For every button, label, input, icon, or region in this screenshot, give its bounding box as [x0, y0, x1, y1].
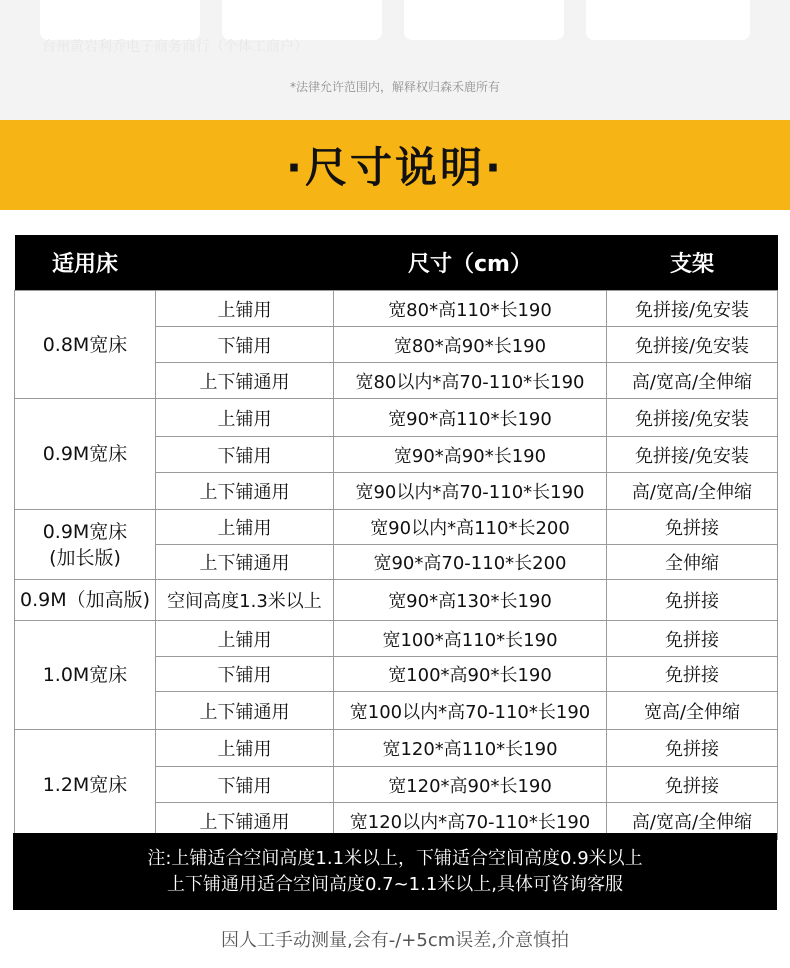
bed-group-label-text: 0.9M宽床 [42, 520, 128, 543]
table-header-row [15, 235, 778, 291]
table-row [15, 510, 778, 545]
title-banner [0, 120, 790, 210]
company-name: 台州黄岩利乔电子商务商行（个体工商户） [42, 39, 308, 55]
size-cell: 宽90以内*高70-110*长190 [334, 473, 607, 510]
support-cell: 免拼接 [607, 580, 778, 621]
size-cell: 宽90*高90*长190 [334, 437, 607, 473]
header-support: 支架 [607, 235, 778, 291]
support-cell: 免拼接 [607, 510, 778, 545]
bed-group-label [15, 399, 156, 510]
bunk-type-cell: 下铺用 [156, 657, 334, 692]
table-row [15, 291, 778, 327]
size-cell: 宽80以内*高70-110*长190 [334, 363, 607, 399]
top-card [40, 0, 200, 40]
size-cell: 宽120*高110*长190 [334, 730, 607, 767]
top-card [222, 0, 382, 40]
legal-note: *法律允许范围内，解释权归森禾鹿所有 [289, 80, 500, 94]
bunk-type-cell: 上铺用 [156, 730, 334, 767]
size-cell: 宽120*高90*长190 [334, 767, 607, 803]
banner-title: ·尺寸说明· [286, 143, 504, 192]
size-cell: 宽90以内*高110*长200 [334, 510, 607, 545]
support-cell: 免拼接 [607, 621, 778, 657]
header-type [156, 235, 334, 291]
header-bed: 适用床 [15, 235, 156, 291]
support-cell: 免拼接/免安装 [607, 437, 778, 473]
bunk-type-cell: 上铺用 [156, 621, 334, 657]
size-cell: 宽90*高110*长190 [334, 399, 607, 437]
size-table [14, 235, 778, 840]
size-cell: 宽90*高70-110*长200 [334, 545, 607, 580]
support-cell: 免拼接 [607, 767, 778, 803]
top-card [586, 0, 750, 40]
bed-group-label-text: 0.8M宽床 [42, 333, 128, 356]
support-cell: 免拼接 [607, 657, 778, 692]
bed-group-label [15, 291, 156, 399]
bunk-type-cell: 上下铺通用 [156, 473, 334, 510]
size-cell: 宽100*高90*长190 [334, 657, 607, 692]
table-row [15, 621, 778, 657]
support-cell: 免拼接 [607, 730, 778, 767]
bed-group-label-sub: (加长版) [49, 546, 121, 569]
bed-group-label-text: 1.0M宽床 [42, 664, 128, 686]
top-card [404, 0, 564, 40]
support-cell: 免拼接/免安装 [607, 399, 778, 437]
bunk-type-cell: 上下铺通用 [156, 803, 334, 840]
top-section [0, 0, 790, 120]
bunk-type-cell: 下铺用 [156, 437, 334, 473]
bed-group-label [15, 621, 156, 730]
support-cell: 高/宽高/全伸缩 [607, 363, 778, 399]
footer-disclaimer: 因人工手动测量,会有-/+5cm误差,介意慎拍 [221, 930, 569, 951]
bed-group-label [15, 580, 156, 621]
support-cell: 免拼接/免安装 [607, 327, 778, 363]
note-box [13, 833, 777, 910]
size-table-wrapper [14, 235, 777, 840]
bed-group-label-text: 0.9M（加高版) [19, 589, 151, 611]
size-cell: 宽80*高110*长190 [334, 291, 607, 327]
note-line-1: 注:上铺适合空间高度1.1米以上，下铺适合空间高度0.9米以上 [147, 847, 643, 869]
support-cell: 全伸缩 [607, 545, 778, 580]
support-cell: 宽高/全伸缩 [607, 692, 778, 730]
size-cell: 宽100*高110*长190 [334, 621, 607, 657]
bed-group-label [15, 730, 156, 840]
bunk-type-cell: 上下铺通用 [156, 545, 334, 580]
table-row [15, 399, 778, 437]
size-cell: 宽120以内*高70-110*长190 [334, 803, 607, 840]
table-row [15, 730, 778, 767]
bunk-type-cell: 上下铺通用 [156, 692, 334, 730]
note-line-2: 上下铺通用适合空间高度0.7~1.1米以上,具体可咨询客服 [166, 873, 624, 895]
bunk-type-cell: 下铺用 [156, 767, 334, 803]
support-cell: 免拼接/免安装 [607, 291, 778, 327]
bunk-type-cell: 上铺用 [156, 399, 334, 437]
support-cell: 高/宽高/全伸缩 [607, 473, 778, 510]
bunk-type-cell: 空间高度1.3米以上 [156, 580, 334, 621]
bunk-type-cell: 下铺用 [156, 327, 334, 363]
support-cell: 高/宽高/全伸缩 [607, 803, 778, 840]
bed-group-label-text: 0.9M宽床 [42, 443, 128, 465]
bunk-type-cell: 上铺用 [156, 510, 334, 545]
table-row [15, 580, 778, 621]
size-cell: 宽90*高130*长190 [334, 580, 607, 621]
bunk-type-cell: 上下铺通用 [156, 363, 334, 399]
table-body [15, 291, 778, 840]
bed-group-label-text: 1.2M宽床 [42, 773, 128, 796]
size-cell: 宽100以内*高70-110*长190 [334, 692, 607, 730]
bunk-type-cell: 上铺用 [156, 291, 334, 327]
size-cell: 宽80*高90*长190 [334, 327, 607, 363]
bed-group-label [15, 510, 156, 580]
header-size: 尺寸（cm） [334, 235, 607, 291]
